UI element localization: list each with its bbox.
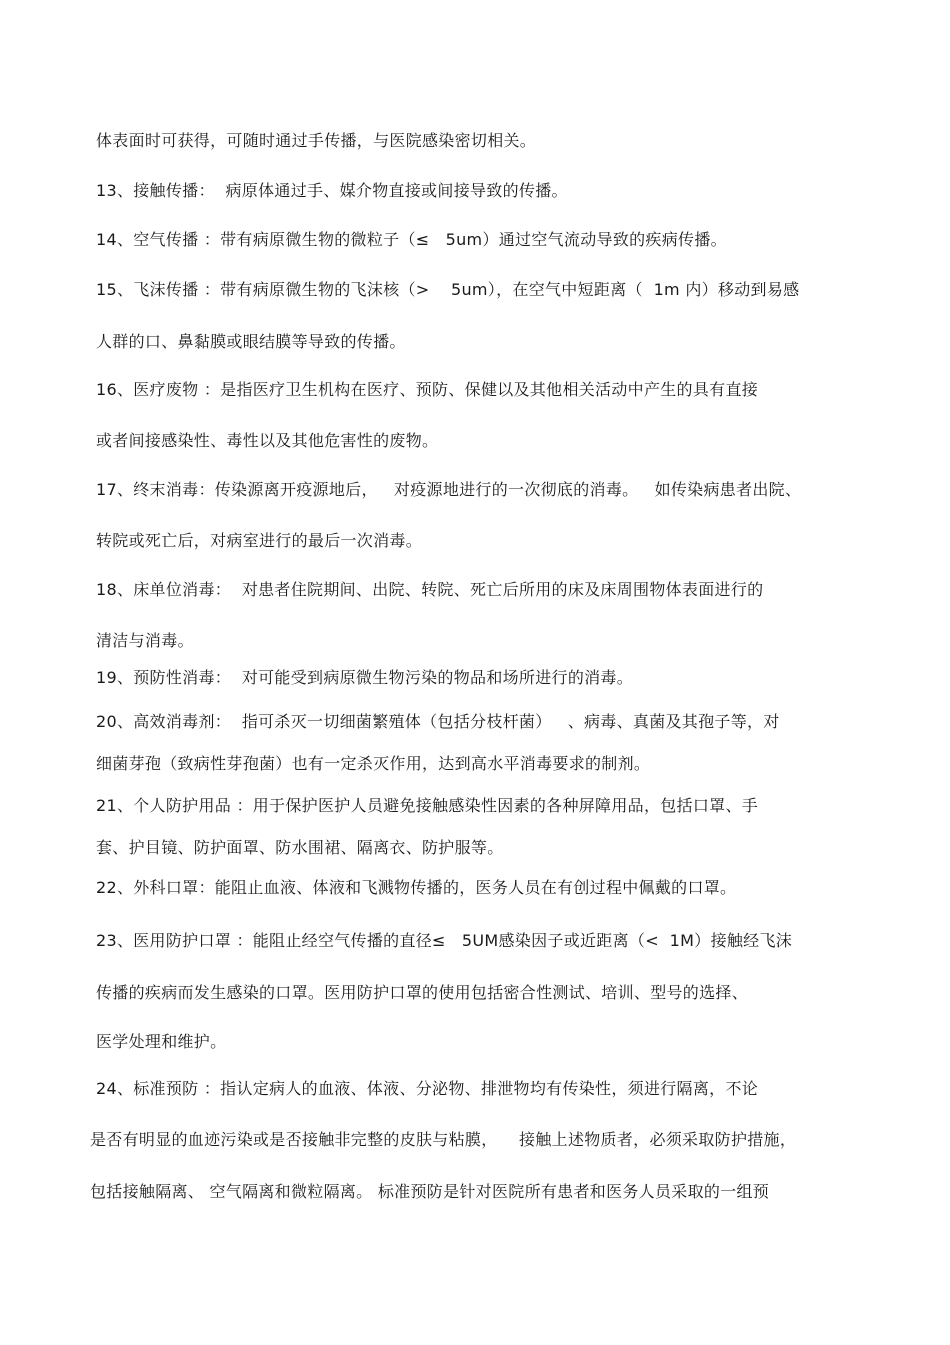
text-line: 22、外科口罩：能阻止血液、体液和飞溅物传播的，医务人员在有创过程中佩戴的口罩。 (96, 878, 737, 897)
text-line: 18、床单位消毒： 对患者住院期间、出院、转院、死亡后所用的床及床周围物体表面进行的 (96, 580, 764, 599)
text-line: 15、飞沫传播 ：带有病原微生物的飞沫核（> 5um），在空气中短距离（ 1m 内）移动到易感 (96, 280, 800, 299)
text-line: 是否有明显的血迹污染或是否接触非完整的皮肤与粘膜， 接触上述物质者，必须采取防护措施， (90, 1130, 797, 1149)
text-line: 或者间接感染性、毒性以及其他危害性的废物。 (96, 431, 439, 450)
text-line: 16、医疗废物 ：是指医疗卫生机构在医疗、预防、保健以及其他相关活动中产生的具有直接 (96, 380, 759, 399)
text-line: 体表面时可获得，可随时通过手传播，与医院感染密切相关。 (96, 131, 537, 150)
text-line: 21、个人防护用品 ：用于保护医护人员避免接触感染性因素的各种屏障用品，包括口罩、手 (96, 796, 759, 815)
text-line: 清洁与消毒。 (96, 631, 194, 650)
text-line: 传播的疾病而发生感染的口罩。医用防护口罩的使用包括密合性测试、培训、型号的选择、 (96, 983, 749, 1002)
text-line: 转院或死亡后，对病室进行的最后一次消毒。 (96, 531, 423, 550)
text-line: 17、终末消毒：传染源离开疫源地后， 对疫源地进行的一次彻底的消毒。 如传染病患者出院、 (96, 480, 802, 499)
text-line: 包括接触隔离、 空气隔离和微粒隔离。 标准预防是针对医院所有患者和医务人员采取的一组预 (90, 1182, 770, 1201)
text-line: 人群的口、鼻黏膜或眼结膜等导致的传播。 (96, 332, 406, 351)
text-line: 14、空气传播 ：带有病原微生物的微粒子（≤ 5um）通过空气流动导致的疾病传播。 (96, 230, 727, 249)
text-line: 24、标准预防 ：指认定病人的血液、体液、分泌物、排泄物均有传染性，须进行隔离，不论 (96, 1079, 759, 1098)
text-line: 20、高效消毒剂： 指可杀灭一切细菌繁殖体（包括分枝杆菌） 、病毒、真菌及其孢子等，对 (96, 712, 780, 731)
text-line: 医学处理和维护。 (96, 1032, 227, 1051)
text-line: 23、医用防护口罩 ：能阻止经空气传播的直径≤ 5UM感染因子或近距离（< 1M）接触经飞沫 (96, 931, 793, 950)
text-line: 13、接触传播： 病原体通过手、媒介物直接或间接导致的传播。 (96, 181, 568, 200)
text-line: 套、护目镜、防护面罩、防水围裙、隔离衣、防护服等。 (96, 838, 504, 857)
text-line: 细菌芽孢（致病性芽孢菌）也有一定杀灭作用，达到高水平消毒要求的制剂。 (96, 754, 651, 773)
text-line: 19、预防性消毒： 对可能受到病原微生物污染的物品和场所进行的消毒。 (96, 668, 634, 687)
